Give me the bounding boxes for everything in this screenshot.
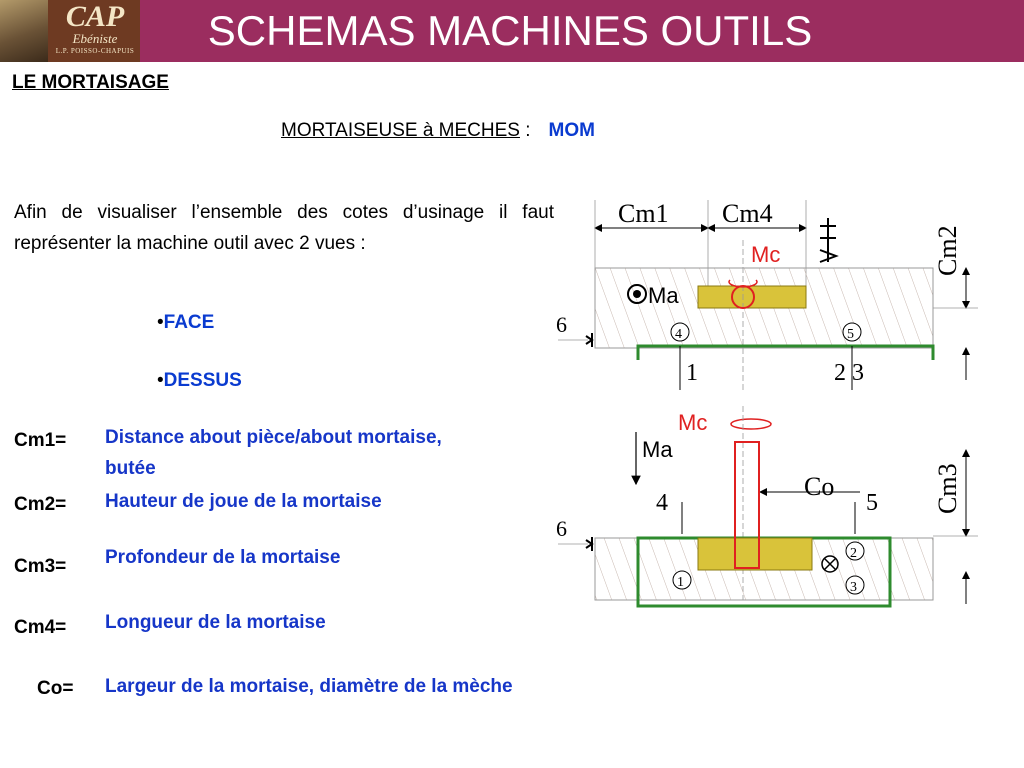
view-bullet-dessus — [157, 370, 242, 392]
section-title: LE MORTAISAGE — [12, 72, 169, 93]
view-label: DESSUS — [163, 370, 242, 391]
callout-4-face: 4 — [675, 327, 682, 342]
dim-label-cm3: Cm3 — [933, 463, 962, 514]
view-bullet-face — [157, 312, 214, 334]
definition-term-cm1: Cm1= — [14, 430, 67, 451]
definition-term-cm2: Cm2= — [14, 494, 67, 515]
label-5-top: 5 — [866, 490, 878, 516]
logo-text — [52, 2, 138, 56]
header-bar — [0, 0, 1024, 62]
label-4-top: 4 — [656, 490, 668, 516]
top-view — [556, 406, 978, 606]
mortising-diagram — [548, 180, 988, 610]
bullet-dot-icon: • — [157, 312, 164, 333]
logo-cap: CAP — [65, 0, 125, 33]
bullet-dot-icon: • — [157, 370, 164, 391]
cap-ebeniste-logo — [0, 0, 140, 62]
face-view — [556, 199, 978, 390]
definition-text-cm4: Longueur de la mortaise — [105, 612, 326, 633]
page-title: SCHEMAS MACHINES OUTILS — [207, 7, 813, 54]
mortise-top — [698, 538, 812, 570]
dim-label-co: Co — [804, 472, 835, 501]
definition-text-cm2: Hauteur de joue de la mortaise — [105, 491, 382, 512]
view-label: FACE — [163, 312, 215, 333]
definition-term-cm4: Cm4= — [14, 617, 67, 638]
callout-5-face: 5 — [847, 327, 854, 342]
machine-name: MORTAISEUSE à MECHES — [281, 120, 520, 141]
dim-label-cm2: Cm2 — [933, 225, 962, 276]
label-mc-top: Mc — [678, 410, 708, 435]
callout-1-top: 1 — [677, 575, 684, 590]
machine-separator: : — [519, 120, 531, 141]
machine-line — [281, 120, 595, 142]
definition-term-cm3: Cm3= — [14, 556, 67, 577]
definition-term-co: Co= — [37, 678, 74, 699]
label-6-top: 6 — [556, 516, 567, 541]
dim-label-cm4: Cm4 — [722, 199, 773, 228]
label-ma-top: Ma — [642, 437, 673, 462]
label-6-face: 6 — [556, 312, 567, 337]
definition-text-cm1: Distance about pièce/about mortaise, butée — [105, 427, 442, 479]
dim-label-cm1: Cm1 — [618, 199, 669, 228]
label-ma-face: Ma — [648, 283, 679, 308]
logo-photo — [0, 0, 48, 62]
stop-icon — [820, 218, 836, 262]
definition-text-co: Largeur de la mortaise, diamètre de la mèche — [105, 676, 513, 697]
callout-3-top: 3 — [850, 580, 857, 595]
logo-subtitle: Ebéniste — [72, 31, 118, 46]
machine-code: MOM — [548, 120, 595, 141]
definition-text-cm3: Profondeur de la mortaise — [105, 547, 341, 568]
label-23-face: 2 3 — [834, 360, 864, 386]
intro-paragraph: Afin de visualiser l’ensemble des cotes d’usinage il faut représenter la machine outil avec 2 vues : — [14, 202, 554, 254]
callout-2-top: 2 — [850, 546, 857, 561]
label-1-face: 1 — [686, 360, 698, 386]
label-mc-face: Mc — [751, 242, 781, 267]
logo-school: L.P. POISSO-CHAPUIS — [55, 47, 135, 55]
